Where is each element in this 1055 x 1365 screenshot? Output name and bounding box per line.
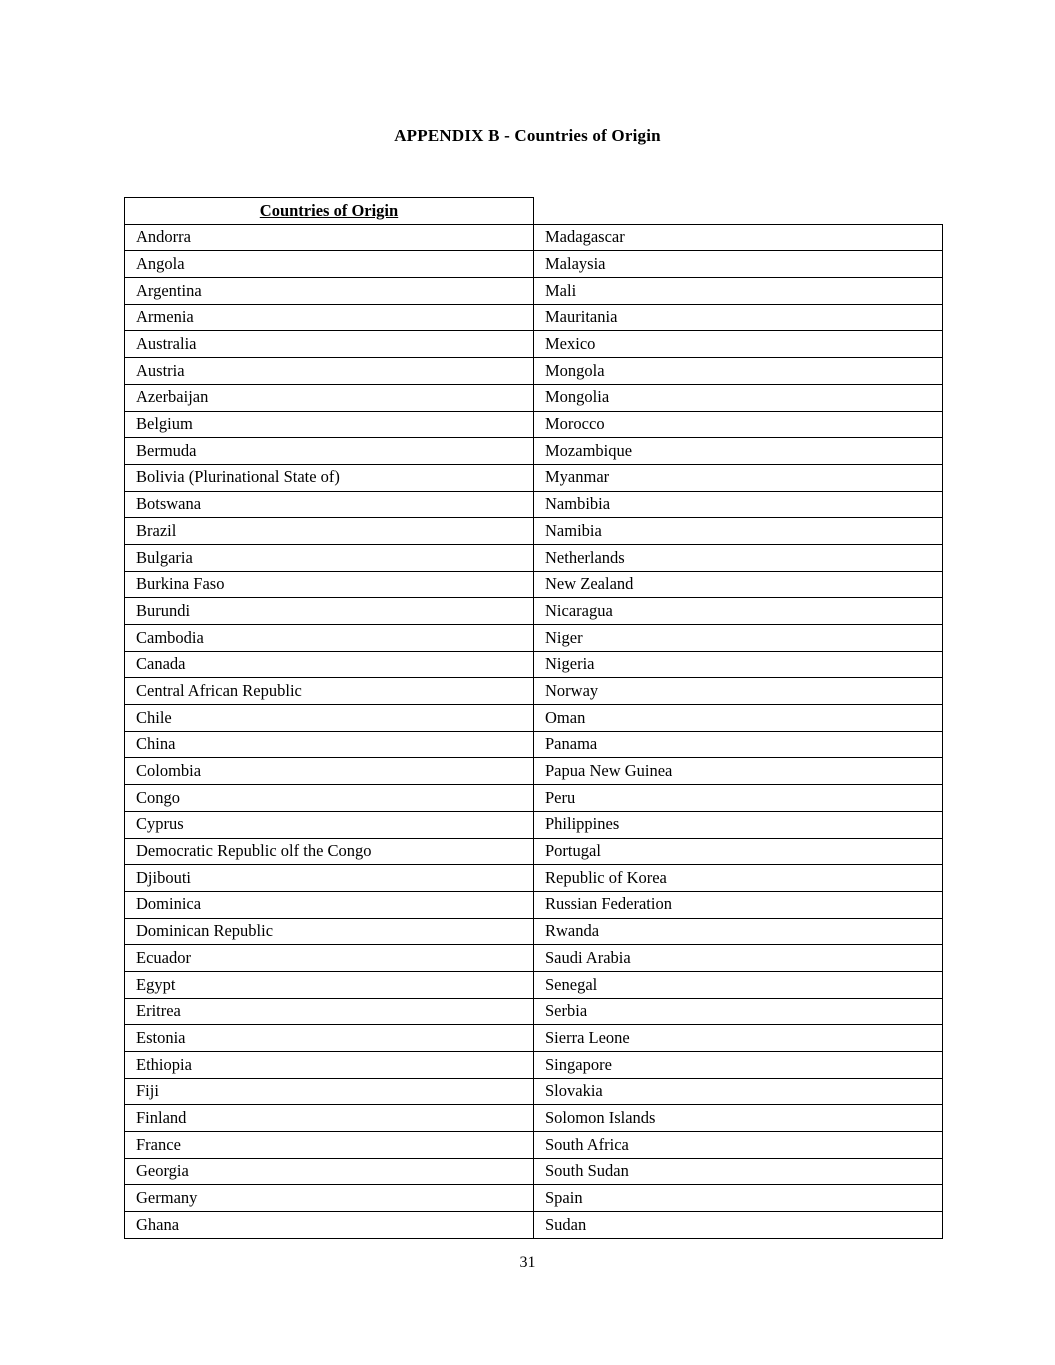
country-cell-left: Ethiopia <box>125 1052 534 1079</box>
table-row <box>125 945 943 972</box>
country-cell-right: Philippines <box>534 811 943 838</box>
country-cell-right: Niger <box>534 625 943 652</box>
table-row <box>125 918 943 945</box>
table-row <box>125 678 943 705</box>
country-cell-right: Norway <box>534 678 943 705</box>
country-cell-right: Rwanda <box>534 918 943 945</box>
country-cell-left: Colombia <box>125 758 534 785</box>
table-row <box>125 1132 943 1159</box>
table-row <box>125 464 943 491</box>
country-cell-right: Senegal <box>534 971 943 998</box>
country-cell-right: Mongolia <box>534 384 943 411</box>
table-row <box>125 1185 943 1212</box>
country-cell-left: Finland <box>125 1105 534 1132</box>
country-cell-left: Andorra <box>125 224 534 251</box>
country-cell-left: Fiji <box>125 1078 534 1105</box>
country-cell-left: Eritrea <box>125 998 534 1025</box>
country-cell-left: China <box>125 731 534 758</box>
country-cell-left: Germany <box>125 1185 534 1212</box>
table-row <box>125 625 943 652</box>
country-cell-right: Nicaragua <box>534 598 943 625</box>
country-cell-right: Mauritania <box>534 304 943 331</box>
table-header-row <box>125 198 943 225</box>
table-row <box>125 785 943 812</box>
table-row <box>125 1078 943 1105</box>
table-row <box>125 518 943 545</box>
country-cell-right: New Zealand <box>534 571 943 598</box>
country-cell-left: Brazil <box>125 518 534 545</box>
country-cell-right: Republic of Korea <box>534 865 943 892</box>
country-cell-right: Myanmar <box>534 464 943 491</box>
table-row <box>125 998 943 1025</box>
table-row <box>125 384 943 411</box>
table-row <box>125 358 943 385</box>
table-row <box>125 438 943 465</box>
table-row <box>125 544 943 571</box>
country-cell-left: Dominica <box>125 891 534 918</box>
country-cell-right: Netherlands <box>534 544 943 571</box>
country-cell-left: Democratic Republic olf the Congo <box>125 838 534 865</box>
country-cell-left: Cambodia <box>125 625 534 652</box>
countries-table-body <box>125 198 943 1239</box>
country-cell-right: Papua New Guinea <box>534 758 943 785</box>
country-cell-left: Belgium <box>125 411 534 438</box>
country-cell-left: Dominican Republic <box>125 918 534 945</box>
country-cell-left: Canada <box>125 651 534 678</box>
page-number: 31 <box>519 1254 536 1271</box>
country-cell-right: Mexico <box>534 331 943 358</box>
table-row <box>125 971 943 998</box>
country-cell-right: Russian Federation <box>534 891 943 918</box>
table-row <box>125 811 943 838</box>
country-cell-left: Bulgaria <box>125 544 534 571</box>
country-cell-right: Nigeria <box>534 651 943 678</box>
table-row <box>125 411 943 438</box>
country-cell-right: Serbia <box>534 998 943 1025</box>
country-cell-right: Portugal <box>534 838 943 865</box>
country-cell-left: Azerbaijan <box>125 384 534 411</box>
country-cell-right: Morocco <box>534 411 943 438</box>
table-row <box>125 758 943 785</box>
table-row <box>125 1052 943 1079</box>
country-cell-left: Congo <box>125 785 534 812</box>
table-row <box>125 251 943 278</box>
country-cell-left: Argentina <box>125 278 534 305</box>
country-cell-right: Namibia <box>534 518 943 545</box>
country-cell-right: Slovakia <box>534 1078 943 1105</box>
country-cell-right: Singapore <box>534 1052 943 1079</box>
country-cell-left: Australia <box>125 331 534 358</box>
countries-of-origin-table <box>124 197 943 1239</box>
country-cell-left: Estonia <box>125 1025 534 1052</box>
country-cell-left: Chile <box>125 705 534 732</box>
country-cell-right: Solomon Islands <box>534 1105 943 1132</box>
table-row <box>125 891 943 918</box>
table-row <box>125 278 943 305</box>
table-row <box>125 705 943 732</box>
table-row <box>125 571 943 598</box>
country-cell-right: Saudi Arabia <box>534 945 943 972</box>
country-cell-left: Ecuador <box>125 945 534 972</box>
table-row <box>125 865 943 892</box>
table-row <box>125 1212 943 1239</box>
country-cell-left: Georgia <box>125 1158 534 1185</box>
table-row <box>125 838 943 865</box>
country-cell-right: Sudan <box>534 1212 943 1239</box>
country-cell-right: Nambibia <box>534 491 943 518</box>
table-row <box>125 224 943 251</box>
table-header-cell <box>125 198 534 225</box>
country-cell-right: Oman <box>534 705 943 732</box>
table-row <box>125 304 943 331</box>
country-cell-left: Egypt <box>125 971 534 998</box>
country-cell-right: Mali <box>534 278 943 305</box>
country-cell-left: Djibouti <box>125 865 534 892</box>
country-cell-right: Mozambique <box>534 438 943 465</box>
table-header-ghost-cell <box>534 198 943 225</box>
country-cell-left: Botswana <box>125 491 534 518</box>
table-row <box>125 331 943 358</box>
country-cell-left: Burundi <box>125 598 534 625</box>
country-cell-left: France <box>125 1132 534 1159</box>
country-cell-right: South Africa <box>534 1132 943 1159</box>
country-cell-right: South Sudan <box>534 1158 943 1185</box>
country-cell-left: Central African Republic <box>125 678 534 705</box>
table-row <box>125 731 943 758</box>
table-row <box>125 1025 943 1052</box>
country-cell-left: Cyprus <box>125 811 534 838</box>
country-cell-right: Sierra Leone <box>534 1025 943 1052</box>
country-cell-right: Mongola <box>534 358 943 385</box>
country-cell-left: Austria <box>125 358 534 385</box>
country-cell-right: Madagascar <box>534 224 943 251</box>
table-row <box>125 491 943 518</box>
table-row <box>125 651 943 678</box>
table-row <box>125 1105 943 1132</box>
country-cell-right: Malaysia <box>534 251 943 278</box>
country-cell-left: Angola <box>125 251 534 278</box>
country-cell-left: Bolivia (Plurinational State of) <box>125 464 534 491</box>
country-cell-left: Burkina Faso <box>125 571 534 598</box>
table-header-label: Countries of Origin <box>259 200 399 220</box>
country-cell-left: Ghana <box>125 1212 534 1239</box>
country-cell-right: Spain <box>534 1185 943 1212</box>
country-cell-right: Peru <box>534 785 943 812</box>
page-title: APPENDIX B - Countries of Origin <box>394 126 661 145</box>
table-row <box>125 1158 943 1185</box>
table-row <box>125 598 943 625</box>
country-cell-left: Bermuda <box>125 438 534 465</box>
country-cell-right: Panama <box>534 731 943 758</box>
country-cell-left: Armenia <box>125 304 534 331</box>
